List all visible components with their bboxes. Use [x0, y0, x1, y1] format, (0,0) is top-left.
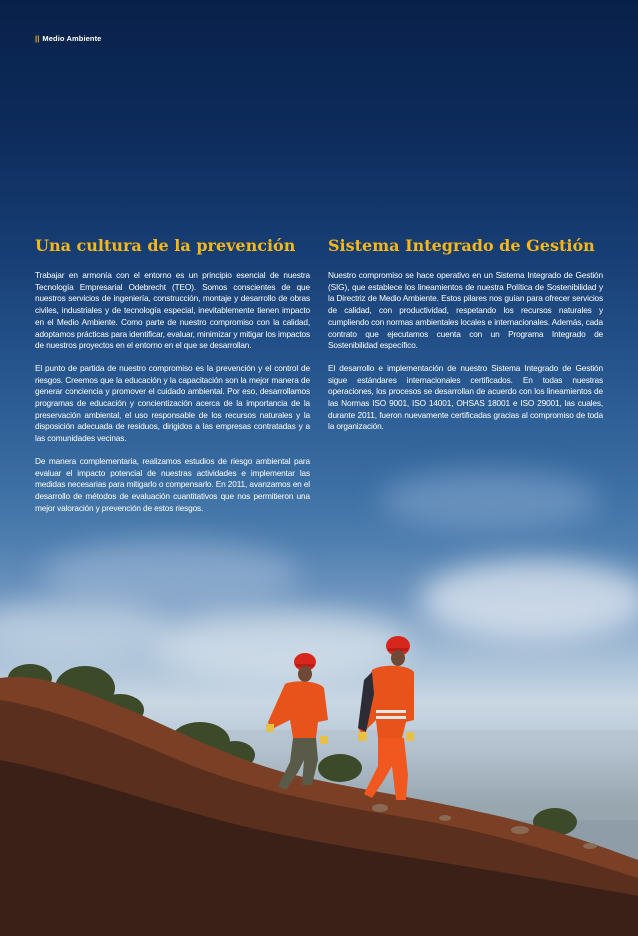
section-marker: ||: [35, 34, 40, 43]
left-column-title: Una cultura de la prevención: [35, 236, 296, 255]
right-column-title: Sistema Integrado de Gestión: [328, 236, 595, 255]
paragraph: Nuestro compromiso se hace operativo en un Sistema Integrado de Gestión (SIG), que establece los lineamientos de nuestra Política de Sostenibilidad y la Directriz de Medio Ambiente. Estos pilares nos guían para ofrecer servicios de calidad, con productividad, respetando los recursos naturales y cumpliendo con normas ambientales locales e internacionales. Además, cada contrato que ejecutamos cuenta con un Programa Integrado de Sostenibilidad específico.: [328, 270, 603, 351]
paragraph: El punto de partida de nuestro compromiso es la prevención y el control de riesgos. Creemos que la educación y la capacitación son la mejor manera de generar conciencia y promover el cuidado ambiental. Por eso, desarrollamos programas de educación y concientización acerca de la importancia de la preservación ambiental, el uso responsable de los recursos naturales y la disposición adecuada de residuos, dirigidos a las empresas contratadas y a las comunidades vecinas.: [35, 362, 310, 444]
landscape-photo: [0, 560, 638, 936]
section-label-text: Medio Ambiente: [42, 34, 102, 43]
right-column-body: [328, 270, 603, 444]
paragraph: El desarrollo e implementación de nuestro Sistema Integrado de Gestión sigue estándares internacionales certificados. En todas nuestras operaciones, los procesos se desarrollan de acuerdo con los lineamientos de las Normas ISO 9001, ISO 14001, OHSAS 18001 e ISO 29001, las cuales, durante 2011, fueron nuevamente certificadas gracias al compromiso de toda la organización.: [328, 362, 603, 432]
cloud: [380, 470, 600, 530]
paragraph: De manera complementaria, realizamos estudios de riesgo ambiental para evaluar el impacto potencial de nuestras actividades e implementar las medidas necesarias para mitigarlo o compensarlo. En 2011, avanzamos en el desarrollo de métodos de evaluación cuantitativos que nos permitieron una mejor valoración y prevención de estos riesgos.: [35, 455, 310, 513]
left-column-body: [35, 270, 310, 525]
paragraph: Trabajar en armonía con el entorno es un principio esencial de nuestra Tecnología Empresarial Odebrecht (TEO). Somos conscientes de que nuestros servicios de ingeniería, construcción, montaje y desarrollo de obras civiles, industriales y de tecnología especial, inevitablemente tienen impacto en el Medio Ambiente. Como parte de nuestro compromiso con la calidad, adoptamos prácticas para identificar, evaluar, minimizar y mitigar los impactos de nuestros proyectos en el entorno en el que se desarrollan.: [35, 270, 310, 351]
section-label: [35, 34, 101, 43]
